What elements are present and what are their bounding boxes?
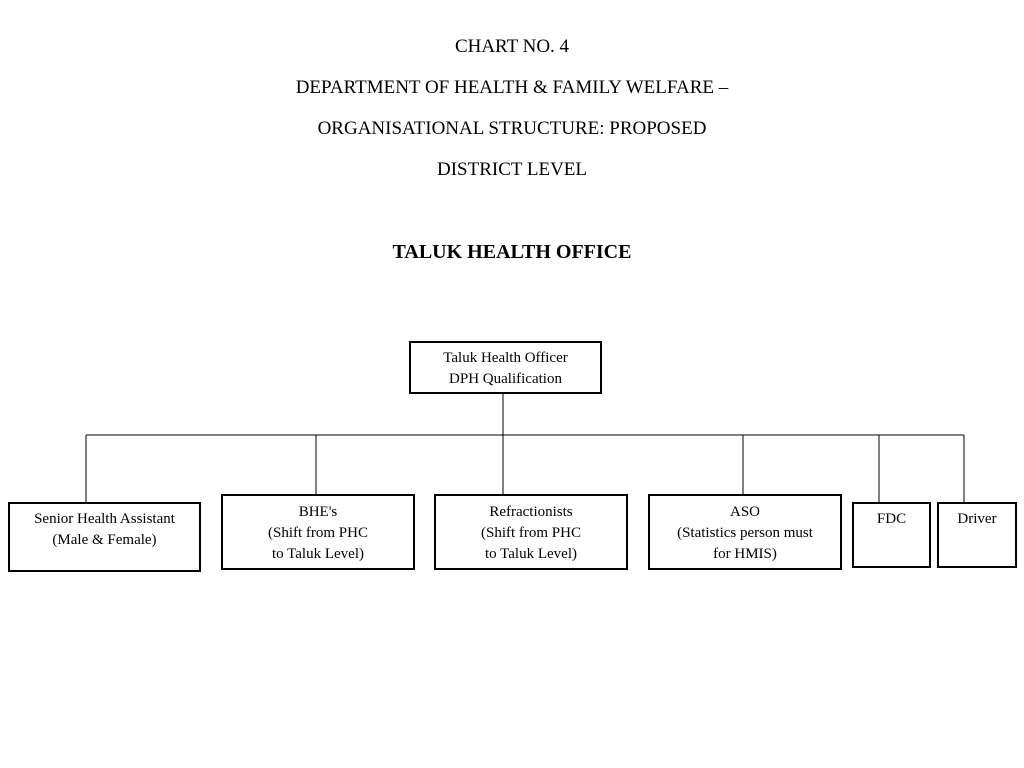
structure-title: ORGANISATIONAL STRUCTURE: PROPOSED [317, 118, 707, 139]
node-line: (Shift from PHC [267, 525, 368, 541]
node-aso [648, 494, 842, 570]
node-fdc [852, 502, 931, 568]
level-title: DISTRICT LEVEL [436, 159, 588, 180]
node-line: Driver [957, 511, 997, 527]
node-line: to Taluk Level) [272, 546, 364, 562]
department-title: DEPARTMENT OF HEALTH & FAMILY WELFARE – [295, 77, 729, 98]
node-line: (Statistics person must [677, 525, 813, 541]
node-line: to Taluk Level) [485, 546, 577, 562]
node-line: FDC [876, 511, 907, 527]
node-line: Taluk Health Officer [443, 350, 568, 366]
node-taluk-health-officer [409, 341, 602, 394]
node-senior-health-assistant [8, 502, 201, 572]
node-driver [937, 502, 1017, 568]
chart-number: CHART NO. 4 [454, 36, 570, 57]
node-refractionists [434, 494, 628, 570]
node-bhe [221, 494, 415, 570]
node-line: ASO [729, 504, 760, 520]
node-line: (Shift from PHC [480, 525, 581, 541]
office-title: TALUK HEALTH OFFICE [392, 241, 632, 263]
node-line: Refractionists [489, 504, 573, 520]
node-line: DPH Qualification [449, 371, 562, 387]
node-line: (Male & Female) [52, 532, 157, 548]
node-line: Senior Health Assistant [34, 511, 175, 527]
node-line: BHE's [298, 504, 338, 520]
node-line: for HMIS) [713, 546, 777, 562]
